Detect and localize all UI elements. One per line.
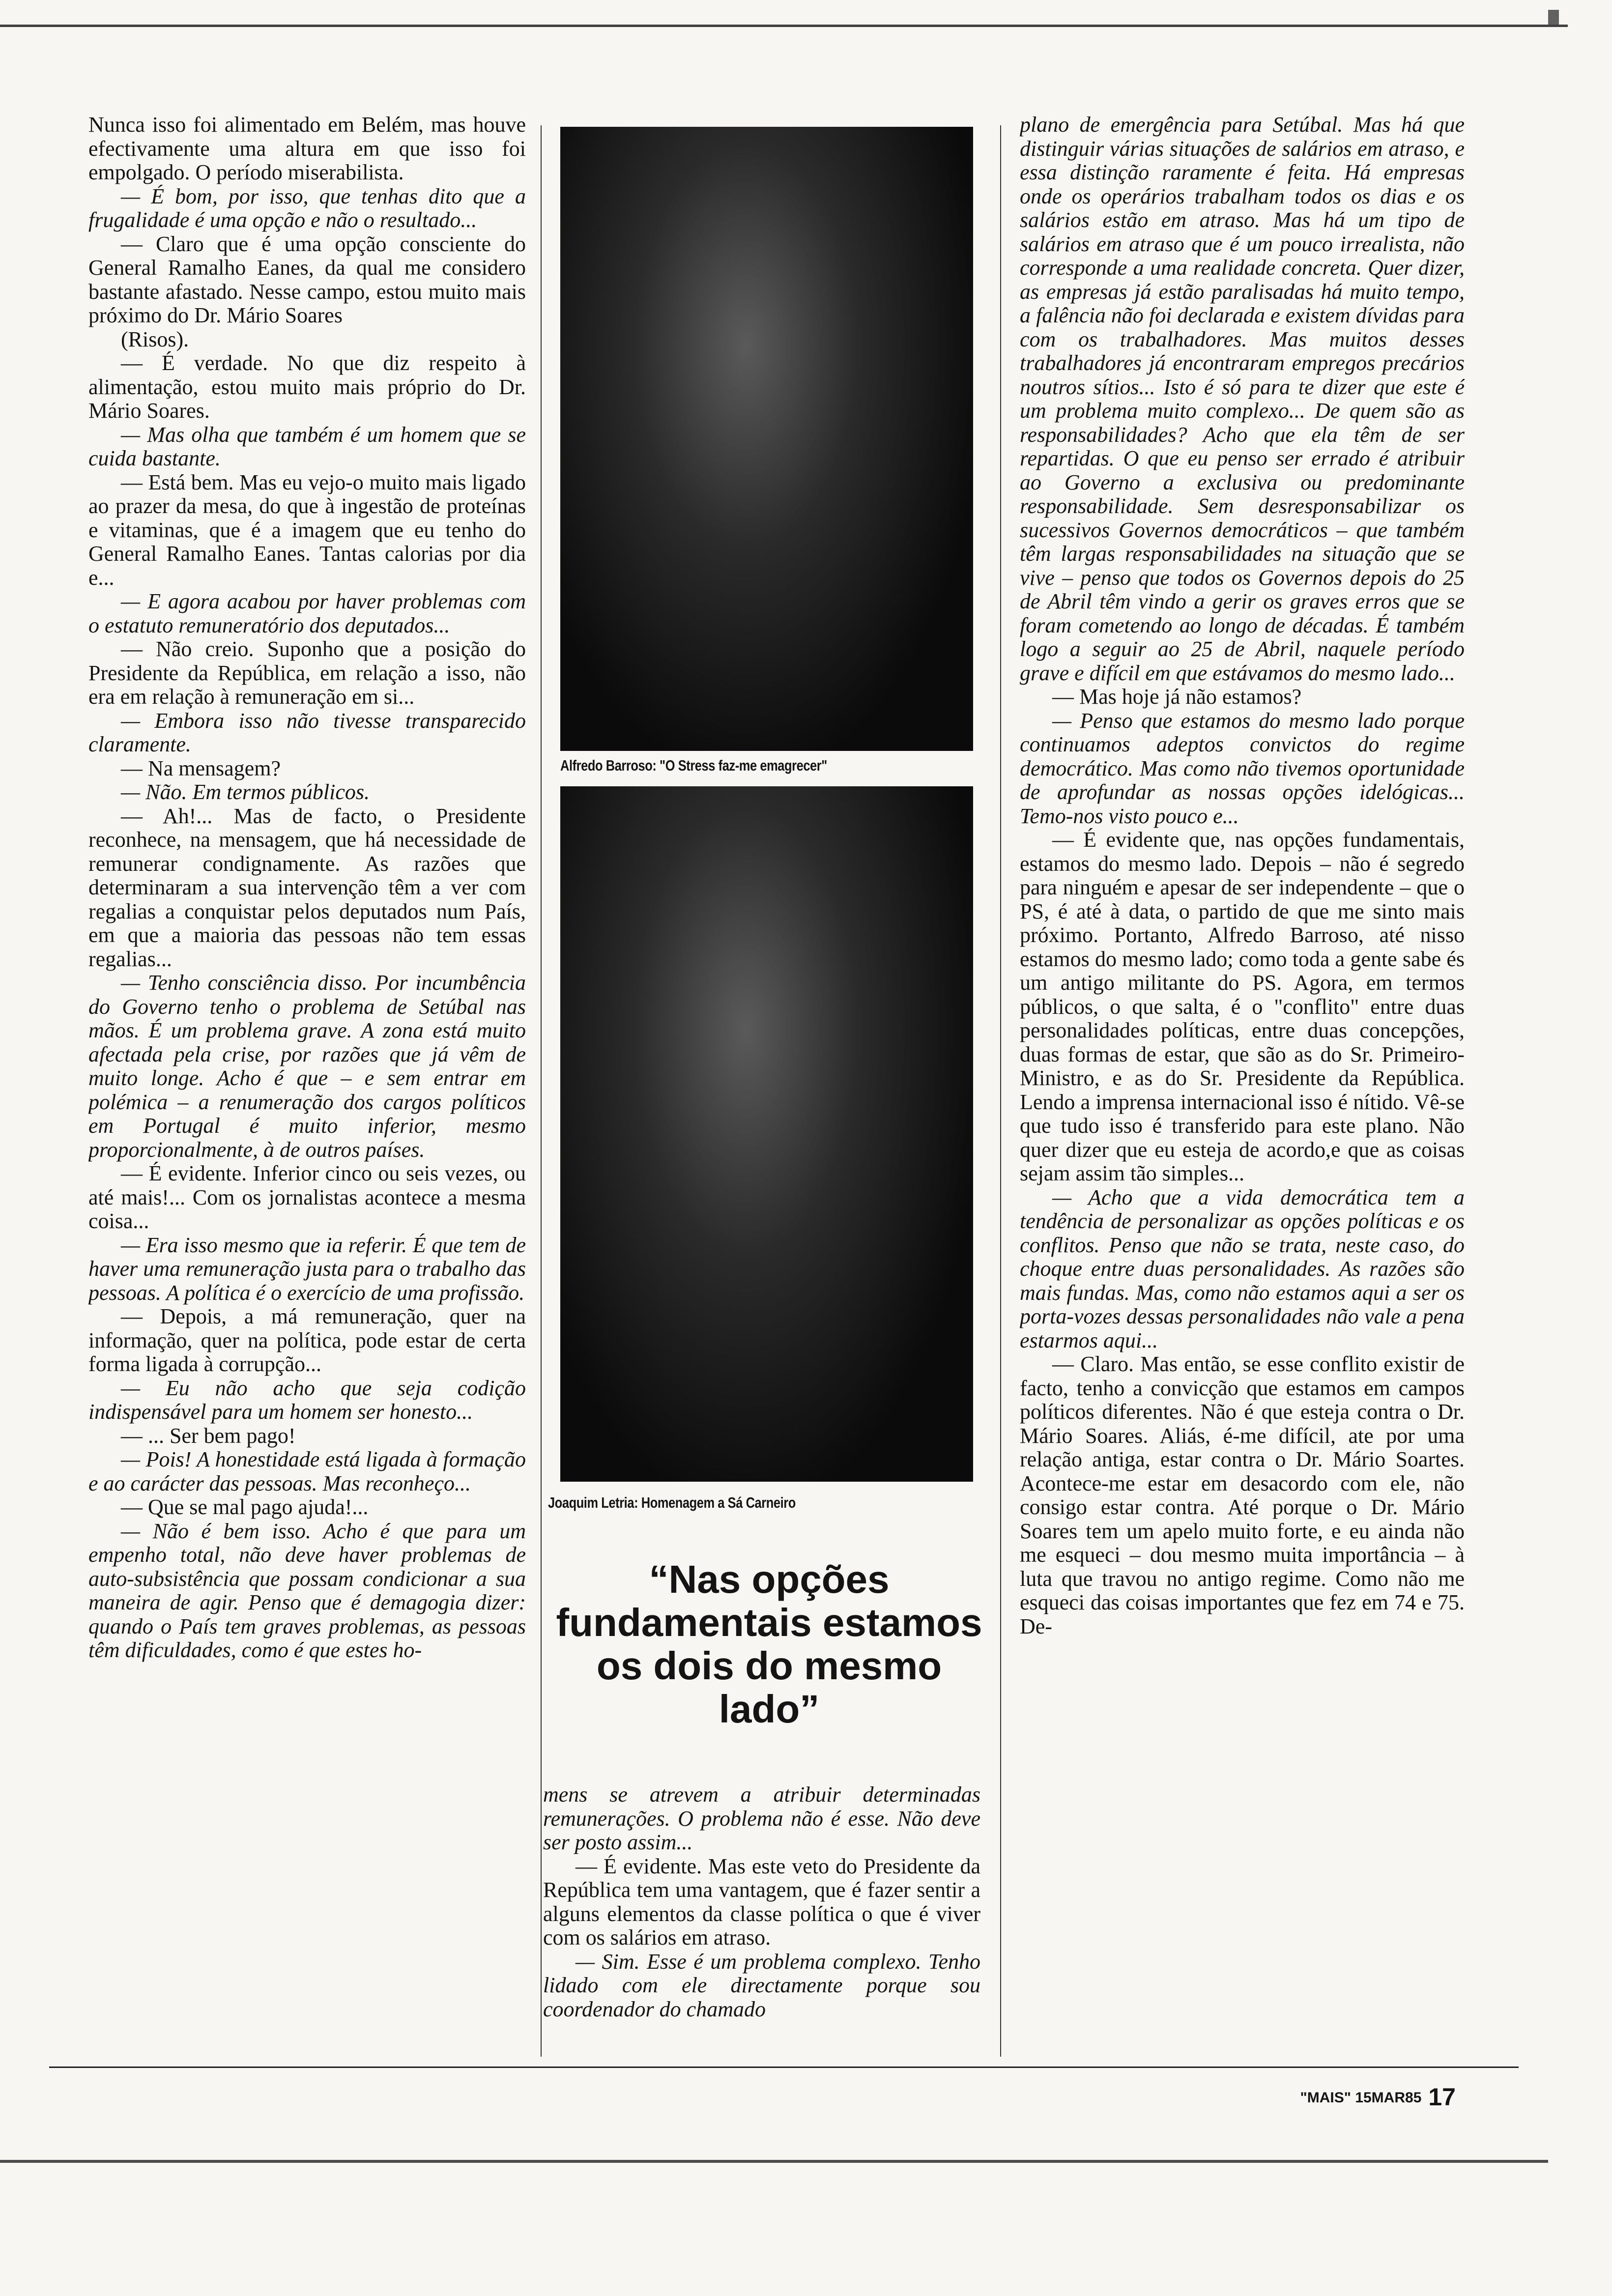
paragraph: — Não. Em termos públicos. — [121, 780, 370, 804]
page-number: 17 — [1428, 2083, 1456, 2111]
paragraph: — É evidente que, nas opções fundamentais, estamos do mesmo lado. Depois – não é segredo para ninguém e apesar de ser independente – que o PS, é até à data, o partido de que me sinto mais próximo. Portanto, Alfredo Barroso, até nisso estamos do mesmo lado; como toda a gente sabe és um antigo militante do PS. Agora, em termos públicos, o que salta, é o "conflito" entre duas personalidades políticas, entre duas concepções, duas formas de estar, que são as do Sr. Primeiro-Ministro, e as do Sr. Presidente da República. Lendo a imprensa internacional isso é nítido. Vê-se que tudo isso é transferido para este plano. Não quer dizer que eu esteja de acordo,e que as coisas sejam assim tão simples... — [1020, 828, 1465, 1185]
page-footer — [1300, 2083, 1456, 2111]
top-scan-mark — [1548, 10, 1559, 25]
paragraph: — Penso que estamos do mesmo lado porque continuamos adeptos convictos do regime democrático. Mas como não tivemos oportunidade de aprofundar as nossas opções idelógicas... Temo-nos visto pouco e... — [1020, 708, 1465, 828]
paragraph: — É bom, por isso, que tenhas dito que a frugalidade é uma opção e não o resultado... — [88, 184, 526, 232]
paragraph: — Mas hoje já não estamos? — [1052, 685, 1302, 709]
article-column-left — [88, 113, 526, 2059]
paragraph: — Pois! A honestidade está ligada à formação e ao carácter das pessoas. Mas reconheço... — [88, 1447, 526, 1495]
paragraph: mens se atrevem a atribuir determinadas remunerações. O problema não é esse. Não deve ser posto assim... — [543, 1783, 980, 1854]
paragraph: — É verdade. No que diz respeito à alimentação, estou muito mais próprio do Dr. Mário Soares. — [88, 351, 526, 423]
paragraph: — Está bem. Mas eu vejo-o muito mais ligado ao prazer da mesa, do que à ingestão de proteínas e vitaminas, que é a imagem que eu tenho do General Ramalho Eanes. Tantas calorias por dia e... — [88, 470, 526, 590]
paragraph: — Na mensagem? — [121, 756, 281, 780]
paragraph: — Acho que a vida democrática tem a tendência de personalizar as opções políticas e os conflitos. Penso que não se trata, neste caso, do choque entre duas personalidades. As razões são mais fundas. Mas, como não estamos aqui a ser os porta-vozes dessas personalidades não vale a pena estarmos aqui... — [1020, 1185, 1465, 1352]
paragraph: — Era isso mesmo que ia referir. É que tem de haver uma remuneração justa para o trabalho das pessoas. A política é o exercício de uma profissão. — [88, 1233, 526, 1305]
paragraph: — Claro. Mas então, se esse conflito existir de facto, tenho a convicção que estamos em campos políticos diferentes. Não é que esteja contra o Dr. Mário Soares. Aliás, é-me difícil, ate por uma relação antiga, estar contra o Dr. Mário Soartes. Acontece-me estar em desacordo com ele, não consigo estar contra. Até porque o Dr. Mário Soares tem um apelo muito forte, e eu ainda não me esqueci – dou mesmo muita importância – à luta que travou no antigo regime. Como não me esqueci das coisas importantes que fez em 74 e 75. De- — [1020, 1352, 1465, 1638]
paragraph: — É evidente. Inferior cinco ou seis vezes, ou até mais!... Com os jornalistas acontece a mesma coisa... — [88, 1161, 526, 1233]
column-divider-1 — [541, 125, 542, 2057]
article-column-right — [1020, 113, 1465, 2059]
paragraph: — Ah!... Mas de facto, o Presidente reconhece, na mensagem, que há necessidade de remunerar condignamente. As razões que determinaram a sua intervenção têm a ver com regalias a conquistar pelos deputados num País, em que a maioria das pessoas não tem essas regalias... — [88, 804, 526, 971]
column-divider-2 — [1000, 125, 1001, 2057]
photo-joaquim-letria — [560, 786, 973, 1482]
issue-label: "MAIS" 15MAR85 — [1300, 2090, 1422, 2106]
photo-alfredo-barroso — [560, 127, 973, 751]
paragraph: Nunca isso foi alimentado em Belém, mas houve efectivamente uma altura em que isso foi empolgado. O período miserabilista. — [88, 113, 526, 184]
paragraph: — Mas olha que também é um homem que se cuida bastante. — [88, 422, 526, 470]
bottom-scan-edge — [0, 2160, 1548, 2163]
paragraph: — Não creio. Suponho que a posição do Presidente da República, em relação a isso, não era em relação à remuneração em si... — [88, 637, 526, 709]
paragraph: — Eu não acho que seja codição indispensável para um homem ser honesto... — [88, 1376, 526, 1424]
paragraph: — Depois, a má remuneração, quer na informação, quer na política, pode estar de certa forma ligada à corrupção... — [88, 1304, 526, 1376]
paragraph: (Risos). — [121, 327, 189, 351]
article-column-middle — [543, 1783, 980, 2058]
paragraph: — Que se mal pago ajuda!... — [121, 1495, 369, 1519]
paragraph: plano de emergência para Setúbal. Mas há que distinguir várias situações de salários em atraso, e essa distinção raramente é feita. Há empresas onde os operários trabalham todos os dias e os salários estão em atraso. Mas há um tipo de salários em atraso que é um pouco irrealista, não corresponde a uma realidade concreta. Quer dizer, as empresas já estão paralisadas há muito tempo, a falência não foi declarada e existem dívidas para com os trabalhadores. Mas muitos desses trabalhadores já encontraram empregos precários noutros sítios... Isto é só para te dizer que este é um problema muito complexo... De quem são as responsabilidades? Acho que ela têm de ser repartidas. O que eu penso ser errado é atribuir ao Governo a exclusiva ou predominante responsabilidade. Sem desresponsabilizar os sucessivos Governos democráticos – que também têm largas responsabilidades na situação que se vive – penso que todos os Governos depois do 25 de Abril têm vindo a gerir os graves erros que se foram cometendo ao longo de décadas. É também logo a seguir ao 25 de Abril, naquele período grave e difícil em que estávamos do mesmo lado... — [1020, 113, 1465, 685]
pull-quote-headline: “Nas opções fundamentais estamos os dois do mesmo lado” — [556, 1557, 982, 1731]
footer-rule — [49, 2066, 1519, 2068]
top-scan-edge — [0, 25, 1568, 27]
paragraph: — Embora isso não tivesse transparecido claramente. — [88, 708, 526, 756]
caption-alfredo-barroso: Alfredo Barroso: "O Stress faz-me emagrecer" — [560, 757, 827, 774]
paragraph: — É evidente. Mas este veto do Presidente da República tem uma vantagem, que é fazer sentir a alguns elementos da classe política o que é viver com os salários em atraso. — [543, 1854, 980, 1950]
caption-joaquim-letria: Joaquim Letria: Homenagem a Sá Carneiro — [548, 1494, 796, 1511]
paragraph: — ... Ser bem pago! — [121, 1423, 296, 1448]
paragraph: — E agora acabou por haver problemas com o estatuto remuneratório dos deputados... — [88, 589, 526, 637]
paragraph: — Sim. Esse é um problema complexo. Tenho lidado com ele directamente porque sou coordenador do chamado — [543, 1949, 980, 2021]
paragraph: — Claro que é uma opção consciente do General Ramalho Eanes, da qual me considero bastante afastado. Nesse campo, estou muito mais próximo do Dr. Mário Soares — [88, 231, 526, 327]
paragraph: — Não é bem isso. Acho é que para um empenho total, não deve haver problemas de auto-subsistência que possam condicionar a sua maneira de agir. Penso que é demagogia dizer: quando o País tem graves problemas, as pessoas têm dificuldades, como é que estes ho- — [88, 1519, 526, 1662]
paragraph: — Tenho consciência disso. Por incumbência do Governo tenho o problema de Setúbal nas mãos. É um problema grave. A zona está muito afectada pela crise, por razões que já vêm de muito longe. Acho é que – e sem entrar em polémica – a renumeração dos cargos políticos em Portugal é muito inferior, mesmo proporcionalmente, à de outros países. — [88, 971, 526, 1162]
